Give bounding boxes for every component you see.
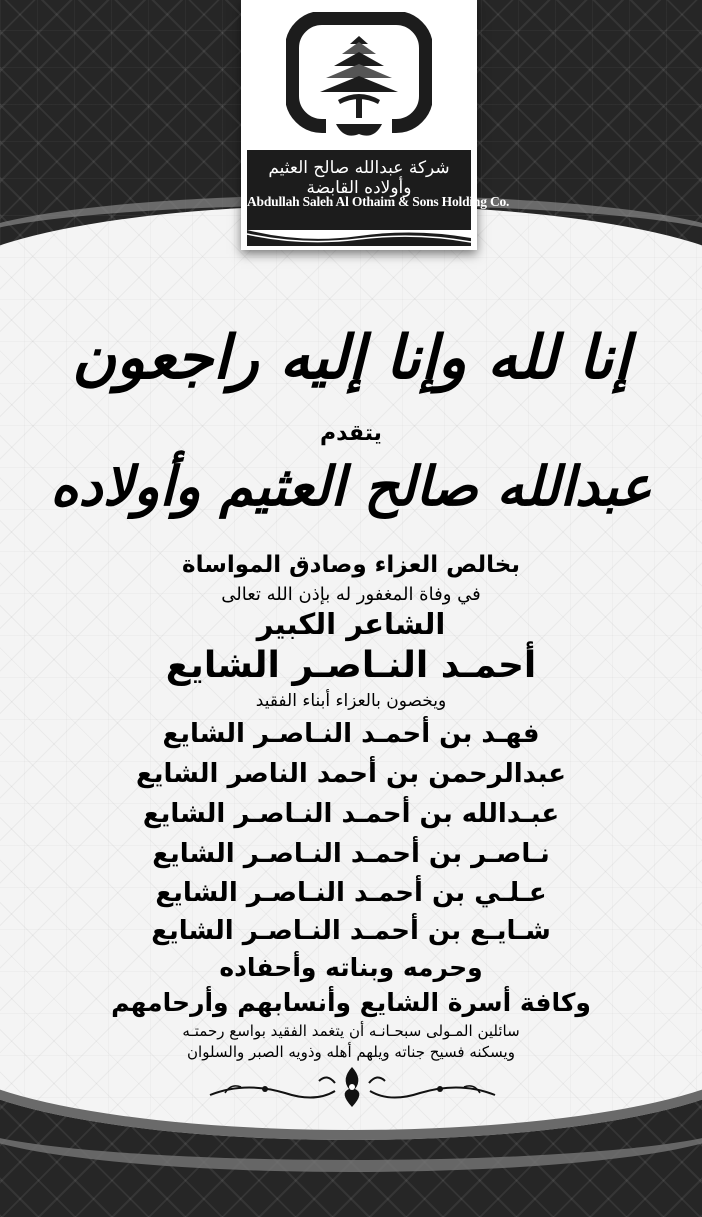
company-name-arabic: شركة عبدالله صالح العثيم وأولاده القابضة xyxy=(268,158,450,198)
family-line-1: وحرمه وبناته وأحفاده xyxy=(219,953,483,982)
logo-wave-icon xyxy=(247,228,471,246)
son-name: فهـد بن أحمـد النـاصـر الشايع xyxy=(162,719,540,749)
son-name: عبـدالله بن أحمـد النـاصـر الشايع xyxy=(142,799,560,829)
logo-name-banner xyxy=(247,150,510,230)
sons-intro: ويخصون بالعزاء أبناء الفقيد xyxy=(255,691,447,711)
son-name: شـايـع بن أحمـد النـاصـر الشايع xyxy=(151,916,551,946)
company-logo xyxy=(241,0,510,250)
deceased-name: أحمـد النـاصـر الشايع xyxy=(165,645,537,686)
condolence-text: بخالص العزاء وصادق المواساة xyxy=(182,552,520,578)
othaim-logo-icon xyxy=(286,12,432,142)
occasion-text: في وفاة المغفور له بإذن الله تعالى xyxy=(221,584,481,605)
floral-ornament-icon xyxy=(205,1063,500,1109)
son-name: عبدالرحمن بن أحمد الناصر الشايع xyxy=(135,759,567,789)
sender-name: عبدالله صالح العثيم وأولاده xyxy=(50,454,652,518)
family-line-2: وكافة أسرة الشايع وأنسابهم وأرحامهم xyxy=(111,988,591,1017)
prayer-line-1: سائلين المـولى سبحـانـه أن يتغمد الفقيد بواسع رحمتـه xyxy=(182,1022,520,1040)
quran-verse: إنا لله وإنا إليه راجعون xyxy=(71,323,631,393)
son-name: نـاصـر بن أحمـد النـاصـر الشايع xyxy=(152,839,550,869)
company-name-english: Abdullah Saleh Al Othaim & Sons Holding Co. xyxy=(247,194,510,209)
deceased-title: الشاعر الكبير xyxy=(256,607,446,641)
prayer-line-2: ويسكنه فسيح جناته ويلهم أهله وذويه الصبر والسلوان xyxy=(187,1043,515,1061)
offers-text: يتقدم xyxy=(320,421,382,446)
son-name: عـلـي بن أحمـد النـاصـر الشايع xyxy=(155,878,547,908)
